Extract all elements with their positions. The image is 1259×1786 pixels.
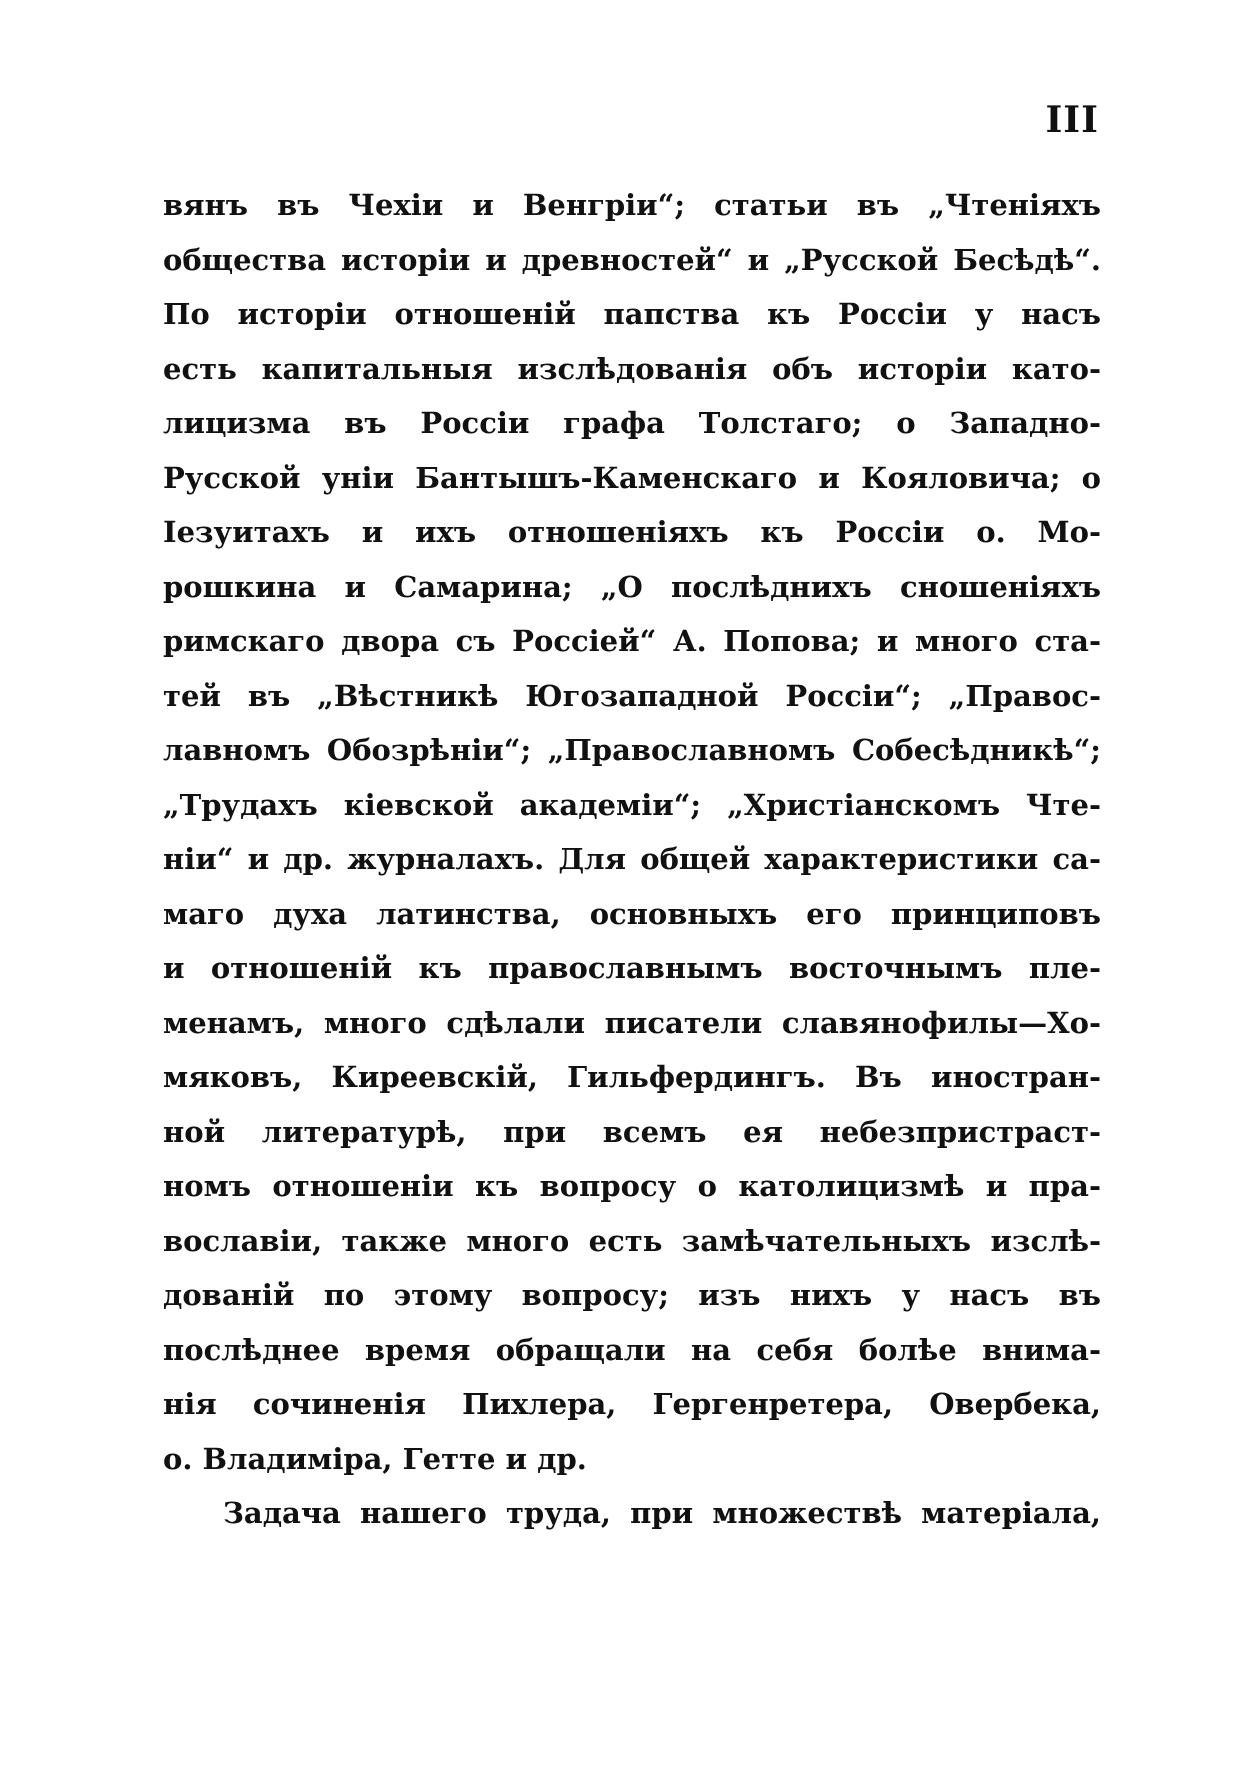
text-line: ніи“ и др. журналахъ. Для общей характеристики са- [163, 842, 1101, 876]
text-line: вославіи, также много есть замѣчательныхъ изслѣ- [163, 1223, 1101, 1258]
text-line: лицизма въ Россіи графа Толстаго; о Западно- [163, 406, 1101, 440]
text-line: менамъ, много сдѣлали писатели славянофилы—Хо- [163, 1005, 1101, 1040]
text-line: Іезуитахъ и ихъ отношеніяхъ къ Россіи о. Мо- [163, 515, 1101, 549]
paragraph-start-line: Задача нашего труда, при множествѣ матеріала, [223, 1496, 1101, 1530]
text-line: номъ отношеніи къ вопросу о католицизмѣ и пра- [163, 1169, 1101, 1203]
text-line: и отношеній къ православнымъ восточнымъ пле- [163, 951, 1101, 985]
text-line: Русской уніи Бантышъ-Каменскаго и Кояловича; о [163, 460, 1101, 495]
page-number: III [1045, 99, 1099, 141]
text-line: нія сочиненія Пихлера, Гергенретера, Овербека, [163, 1387, 1101, 1421]
text-line: мяковъ, Киреевскій, Гильфердингъ. Въ иностран- [163, 1060, 1101, 1094]
text-line: лавномъ Обозрѣніи“; „Православномъ Собесѣдникѣ“; [163, 733, 1101, 767]
text-line: послѣднее время обращали на себя болѣе внима- [163, 1332, 1101, 1367]
text-line: По исторіи отношеній папства къ Россіи у насъ [163, 297, 1101, 331]
body-text [163, 178, 1101, 1541]
text-line: тей въ „Вѣстникѣ Югозападной Россіи“; „Правос- [163, 678, 1101, 713]
text-line: дованій по этому вопросу; изъ нихъ у насъ въ [163, 1278, 1101, 1312]
text-line: рошкина и Самарина; „О послѣднихъ сношеніяхъ [163, 569, 1101, 604]
paragraph-end-line: о. Владиміра, Гетте и др. [163, 1441, 587, 1476]
text-line: римскаго двора съ Россіей“ А. Попова; и много ста- [163, 624, 1101, 658]
text-line: маго духа латинства, основныхъ его принциповъ [163, 896, 1101, 931]
text-line: общества исторіи и древностей“ и „Русской Бесѣдѣ“. [163, 242, 1101, 277]
text-line: ной литературѣ, при всемъ ея небезпристраст- [163, 1114, 1101, 1149]
text-line: вянъ въ Чехіи и Венгріи“; статьи въ „Чтеніяхъ [163, 188, 1101, 222]
text-line: есть капитальныя изслѣдованія объ исторіи като- [163, 351, 1101, 386]
text-line: „Трудахъ кіевской академіи“; „Христіанскомъ Чте- [163, 787, 1101, 822]
